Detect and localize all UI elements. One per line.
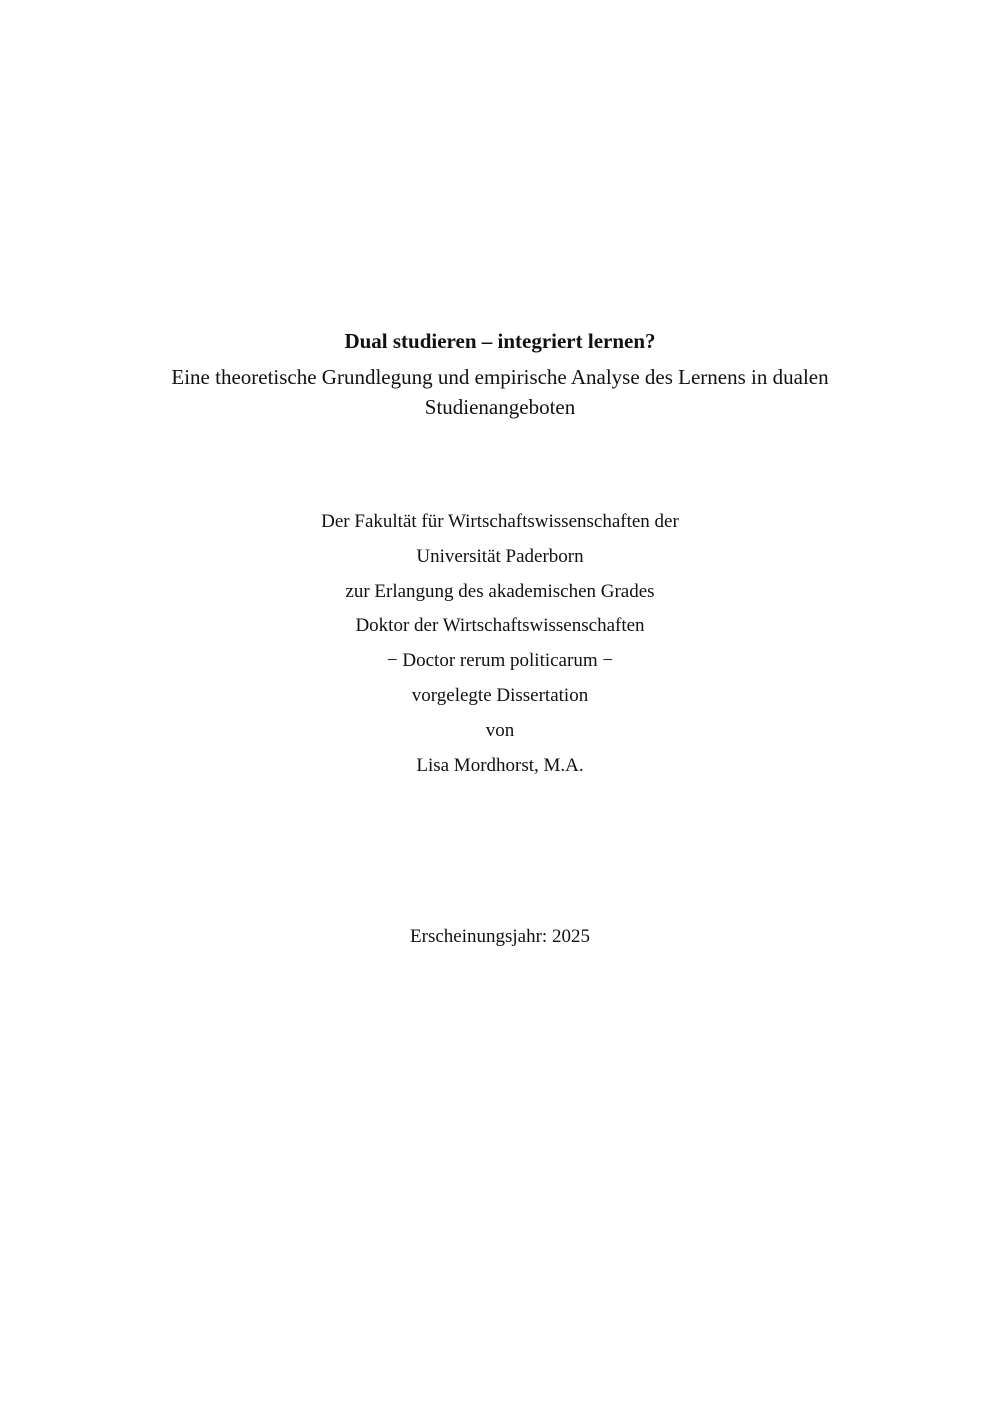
university-line: Universität Paderborn [416, 545, 584, 567]
degree-line: Doktor der Wirtschaftswissenschaften [355, 615, 645, 637]
degree-latin-line: − Doctor rerum politicarum − [386, 650, 614, 672]
dissertation-line: vorgelegte Dissertation [411, 684, 589, 706]
submission-statement [0, 505, 1000, 783]
thesis-title: Dual studieren – integriert lernen? [344, 329, 656, 353]
by-line: von [485, 719, 515, 741]
degree-purpose-line: zur Erlangung des akademischen Grades [345, 580, 655, 602]
title-block [0, 326, 1000, 422]
author-name: Lisa Mordhorst, M.A. [416, 754, 584, 776]
thesis-subtitle: Eine theoretische Grundlegung und empirische Analyse des Lernens in dualen Studienangeboten [171, 365, 829, 419]
publication-year: Erscheinungsjahr: 2025 [410, 926, 590, 947]
faculty-line: Der Fakultät für Wirtschaftswissenschaften der [321, 511, 679, 532]
